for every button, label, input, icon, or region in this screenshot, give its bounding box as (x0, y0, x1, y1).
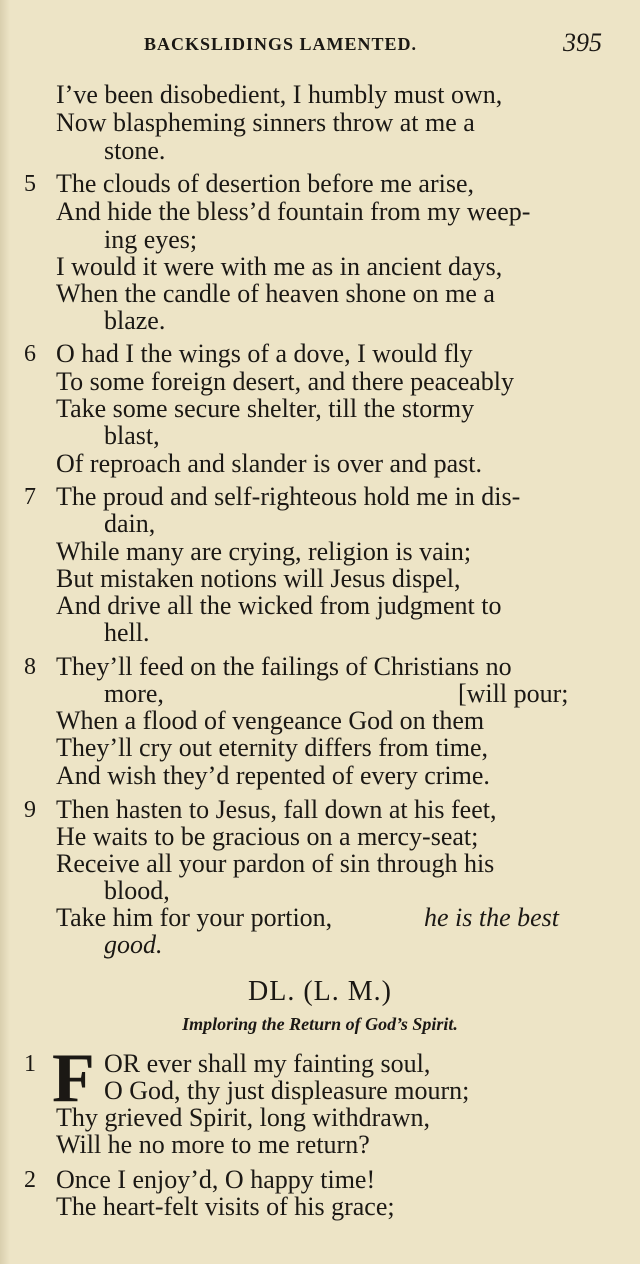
continuation-line: stone. (104, 136, 166, 165)
verse-number: 6 (24, 341, 36, 367)
verse-number: 2 (24, 1167, 36, 1193)
verse-line: The proud and self-righteous hold me in dis- (56, 482, 521, 511)
verse-number: 7 (24, 484, 36, 510)
verse-number: 9 (24, 797, 36, 823)
verse-line: And wish they’d repented of every crime. (56, 761, 490, 790)
page-number: 395 (563, 28, 602, 57)
verse-line-italic: he is the best (424, 903, 560, 932)
continuation-line: Now blaspheming sinners throw at me a (56, 108, 475, 137)
verse-line: The clouds of desertion before me arise, (56, 169, 475, 198)
verse-line: dain, (104, 509, 156, 538)
verse-line: blaze. (104, 306, 166, 335)
verse-line: Of reproach and slander is over and past. (56, 449, 482, 478)
verse-line: He waits to be gracious on a mercy-seat; (56, 822, 479, 851)
continuation-line: I’ve been disobedient, I humbly must own, (56, 80, 503, 109)
verse-line: While many are crying, religion is vain; (56, 537, 472, 566)
verse-line: They’ll cry out eternity differs from time, (56, 733, 488, 762)
hymn-subtitle: Imploring the Return of God’s Spirit. (182, 1014, 458, 1034)
verse-line: I would it were with me as in ancient days, (56, 252, 503, 281)
verse-line: Thy grieved Spirit, long withdrawn, (56, 1103, 431, 1132)
verse-line: [will pour; (458, 679, 569, 708)
verse-line: Once I enjoy’d, O happy time! (56, 1165, 376, 1194)
verse-number: 8 (24, 654, 36, 680)
verse-line: ing eyes; (104, 225, 198, 254)
page-edge (0, 0, 10, 1264)
verse-line: When a flood of vengeance God on them (56, 706, 485, 735)
drop-cap: F (52, 1040, 95, 1117)
verse-line: Then hasten to Jesus, fall down at his feet, (56, 795, 497, 824)
running-title: BACKSLIDINGS LAMENTED. (144, 34, 418, 54)
verse-line: And drive all the wicked from judgment to (56, 591, 502, 620)
verse-line: Take him for your portion, (56, 903, 333, 932)
verse-line: hell. (104, 618, 150, 647)
verse-line: And hide the bless’d fountain from my weep- (56, 197, 531, 226)
verse-line: They’ll feed on the failings of Christians no (56, 652, 512, 681)
hymn-title: DL. (L. M.) (248, 976, 392, 1007)
verse-line: O God, thy just displeasure mourn; (104, 1076, 470, 1105)
verse-line: The heart-felt visits of his grace; (56, 1192, 395, 1221)
verse-line: To some foreign desert, and there peaceably (56, 367, 515, 396)
verse-line: more, (104, 679, 164, 708)
verse-line: Take some secure shelter, till the stormy (56, 394, 475, 423)
verse-line: O had I the wings of a dove, I would fly (56, 339, 473, 368)
verse-line: blood, (104, 876, 170, 905)
verse-line: blast, (104, 421, 160, 450)
verse-line: Receive all your pardon of sin through his (56, 849, 495, 878)
verse-number: 1 (24, 1051, 36, 1077)
verse-number: 5 (24, 171, 36, 197)
verse-line: But mistaken notions will Jesus dispel, (56, 564, 461, 593)
verse-line-italic: good. (104, 930, 163, 959)
verse-line: OR ever shall my fainting soul, (104, 1049, 431, 1078)
verse-line: Will he no more to me return? (56, 1130, 370, 1159)
verse-line: When the candle of heaven shone on me a (56, 279, 495, 308)
